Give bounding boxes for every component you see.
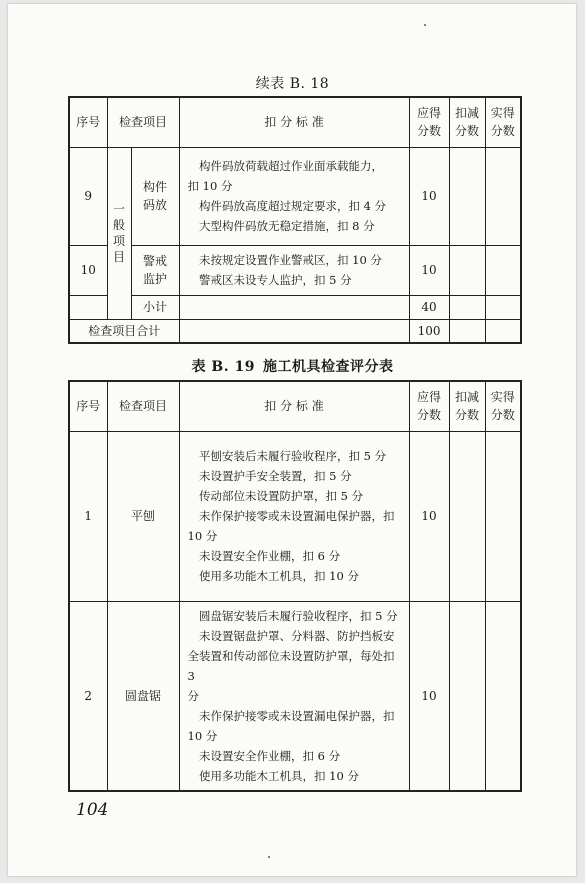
header-points: 应得 分数: [409, 381, 449, 431]
row-points: 10: [409, 147, 449, 245]
table-b18: [68, 96, 522, 344]
header-no: 序号: [69, 97, 107, 147]
row-item: 平刨: [107, 431, 179, 601]
table-row: [69, 431, 521, 601]
header-no: 序号: [69, 381, 107, 431]
row-criteria: 平刨安装后未履行验收程序，扣 5 分 未设置护手安全装置，扣 5 分 传动部位未设置防护罩，扣 5 分 未作保护接零或未设置漏电保护器，扣 10 分 未设置安全作业棚，扣 6 分 使用多功能木工机具，扣 10 分: [179, 431, 409, 601]
header-actual: 实得 分数: [485, 381, 521, 431]
row-criteria: 圆盘锯安装后未履行验收程序，扣 5 分 未设置锯盘护罩、分料器、防护挡板安 全装置和传动部位未设置防护罩，每处扣 3 分 未作保护接零或未设置漏电保护器，扣 10 分 未设置安全作业棚，扣 6 分 使用多功能木工机具，扣 10 分: [179, 601, 409, 791]
row-points: 10: [409, 431, 449, 601]
row-actual: [485, 245, 521, 295]
subtotal-row: [69, 295, 521, 319]
table-row: [69, 245, 521, 295]
row-actual: [485, 147, 521, 245]
total-points: 100: [409, 319, 449, 343]
subtotal-points: 40: [409, 295, 449, 319]
page-number: 104: [76, 800, 109, 820]
header-deduct: 扣减 分数: [449, 97, 485, 147]
row-item: 警戒 监护: [131, 245, 179, 295]
table-b19-title: 表 B. 19 施工机具检查评分表: [191, 359, 394, 375]
row-deduct: [449, 147, 485, 245]
row-no: 10: [69, 245, 107, 295]
row-item: 构件 码放: [131, 147, 179, 245]
header-criteria: 扣 分 标 准: [179, 381, 409, 431]
category-cell: 一 般 项 目: [107, 147, 131, 319]
header-criteria: 扣 分 标 准: [179, 97, 409, 147]
header-points: 应得 分数: [409, 97, 449, 147]
header-actual: 实得 分数: [485, 97, 521, 147]
row-no: 1: [69, 431, 107, 601]
header-item: 检查项目: [107, 381, 179, 431]
row-actual: [485, 431, 521, 601]
row-criteria: 构件码放荷载超过作业面承载能力， 扣 10 分 构件码放高度超过规定要求，扣 4 分 大型构件码放无稳定措施，扣 8 分: [179, 147, 409, 245]
table-b18-title: 续表 B. 18: [255, 76, 330, 92]
row-item: 圆盘锯: [107, 601, 179, 791]
row-deduct: [449, 245, 485, 295]
row-deduct: [449, 431, 485, 601]
header-item: 检查项目: [107, 97, 179, 147]
subtotal-label: 小计: [131, 295, 179, 319]
speck: [268, 856, 270, 858]
row-deduct: [449, 601, 485, 791]
total-row: [69, 319, 521, 343]
row-no: 2: [69, 601, 107, 791]
table-row: [69, 147, 521, 245]
row-no: 9: [69, 147, 107, 245]
table-row: [69, 601, 521, 791]
row-points: 10: [409, 601, 449, 791]
row-criteria: 未按规定设置作业警戒区，扣 10 分 警戒区未设专人监护，扣 5 分: [179, 245, 409, 295]
header-deduct: 扣减 分数: [449, 381, 485, 431]
row-actual: [485, 601, 521, 791]
speck: [424, 24, 426, 26]
total-label: 检查项目合计: [69, 319, 179, 343]
row-points: 10: [409, 245, 449, 295]
table-b19: [68, 380, 522, 792]
